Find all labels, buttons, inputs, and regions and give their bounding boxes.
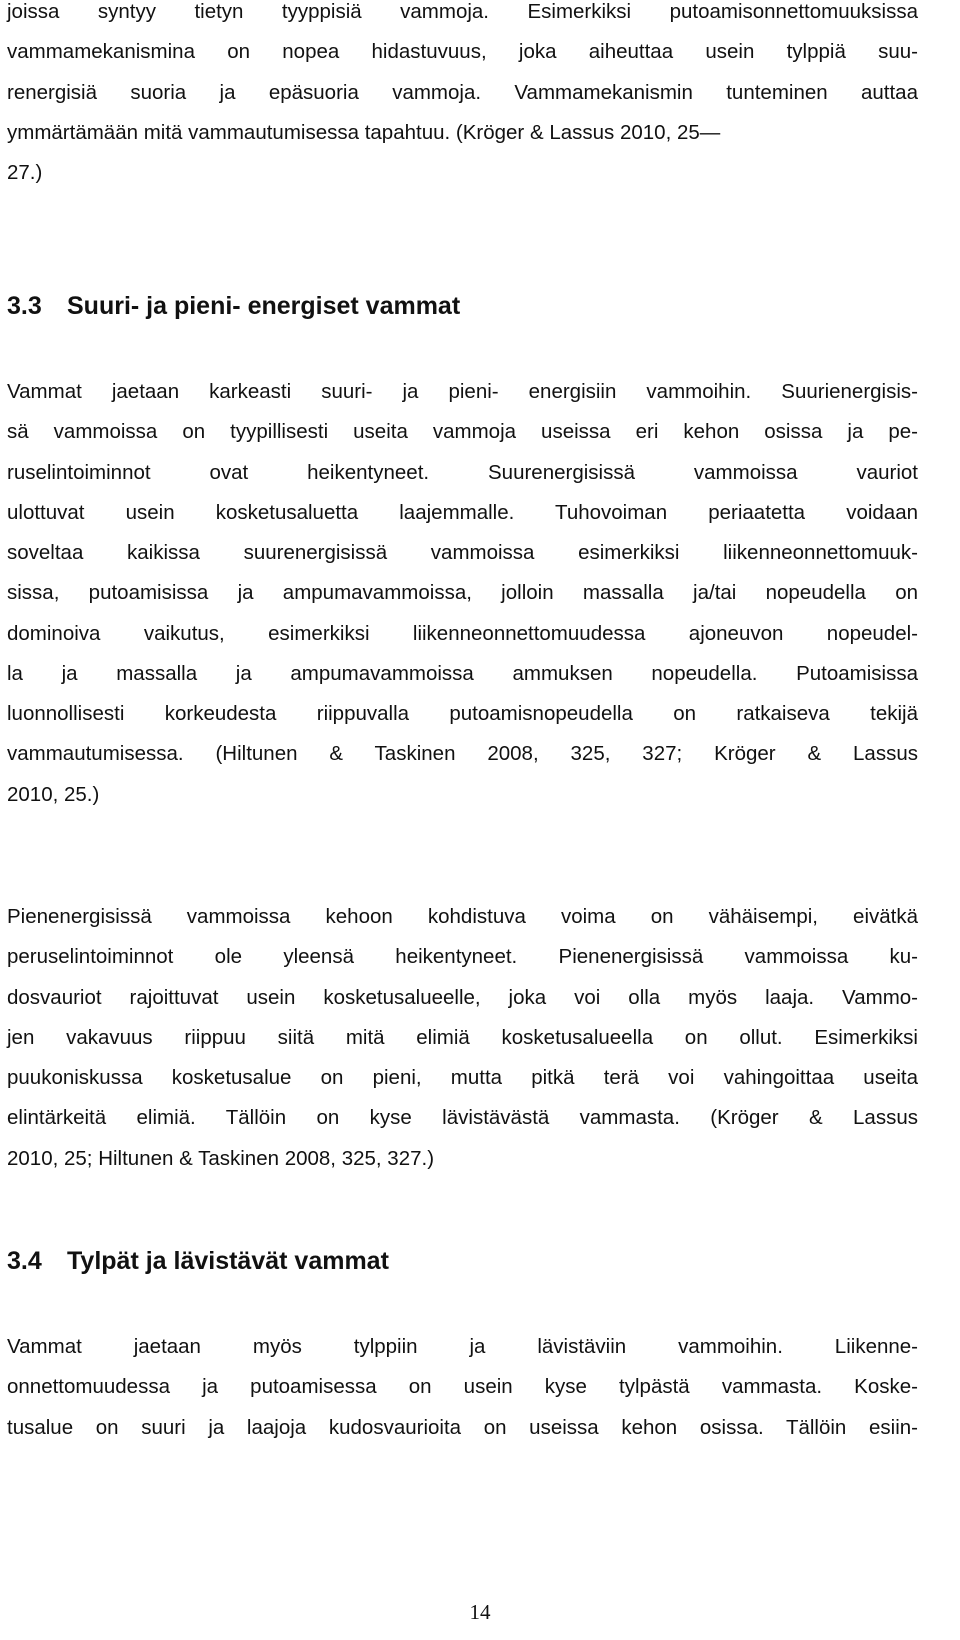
- text-line: la ja massalla ja ampumavammoissa ammuksen nopeudella. Putoamisissa: [7, 661, 918, 685]
- text-line: onnettomuudessa ja putoamisessa on usein kyse tylpästä vammasta. Koske-: [7, 1375, 918, 1399]
- text-line: sissa, putoamisissa ja ampumavammoissa, jolloin massalla ja/tai nopeudella on: [7, 581, 918, 605]
- text-line: dosvauriot rajoittuvat usein kosketusalueelle, joka voi olla myös laaja. Vammo-: [7, 985, 918, 1009]
- text-line: joissa syntyy tietyn tyyppisiä vammoja. Esimerkiksi putoamisonnettomuuksissa: [7, 0, 918, 23]
- text-line: tusalue on suuri ja laajoja kudosvaurioita on useissa kehon osissa. Tällöin esiin-: [7, 1415, 918, 1439]
- text-line: 2010, 25.): [7, 782, 100, 806]
- text-line: Vammat jaetaan myös tylppiin ja lävistäviin vammoihin. Liikenne-: [7, 1335, 918, 1358]
- text-line: vammamekanismina on nopea hidastuvuus, joka aiheuttaa usein tylppiä suu-: [7, 40, 918, 64]
- text-line: ymmärtämään mitä vammautumisessa tapahtuu. (Kröger & Lassus 2010, 25—: [7, 120, 721, 144]
- text-line: ulottuvat usein kosketusaluetta laajemmalle. Tuhovoiman periaatetta voidaan: [7, 500, 918, 524]
- text-line: renergisiä suoria ja epäsuoria vammoja. Vammamekanismin tunteminen auttaa: [7, 80, 918, 104]
- section-title: Tylpät ja lävistävät vammat: [67, 1247, 389, 1275]
- text-line: 2010, 25; Hiltunen & Taskinen 2008, 325, 327.): [7, 1146, 435, 1170]
- text-line: sä vammoissa on tyypillisesti useita vammoja useissa eri kehon osissa ja pe-: [7, 420, 918, 444]
- paragraph-energy-injuries: [7, 372, 918, 815]
- text-line: jen vakavuus riippuu siitä mitä elimiä kosketusalueella on ollut. Esimerkiksi: [7, 1025, 918, 1049]
- text-line: elintärkeitä elimiä. Tällöin on kyse lävistävästä vammasta. (Kröger & Lassus: [7, 1106, 918, 1130]
- paragraph-mechanism-end: [7, 0, 918, 193]
- section-number: 3.3: [7, 292, 42, 320]
- paragraph-blunt-penetrating: [7, 1327, 918, 1448]
- text-line: ruselintoiminnot ovat heikentyneet. Suurenergisissä vammoissa vauriot: [7, 460, 918, 484]
- text-line: dominoiva vaikutus, esimerkiksi liikenneonnettomuudessa ajoneuvon nopeudel-: [7, 621, 918, 645]
- text-line: peruselintoiminnot ole yleensä heikentyneet. Pienenergisissä vammoissa ku-: [7, 945, 918, 969]
- text-line: luonnollisesti korkeudesta riippuvalla putoamisnopeudella on ratkaiseva tekijä: [7, 702, 918, 725]
- section-number: 3.4: [7, 1247, 42, 1275]
- text-line: soveltaa kaikissa suurenergisissä vammoissa esimerkiksi liikenneonnettomuuk-: [7, 541, 918, 564]
- text-line: vammautumisessa. (Hiltunen & Taskinen 2008, 325, 327; Kröger & Lassus: [7, 742, 918, 766]
- section-title: Suuri- ja pieni- energiset vammat: [67, 292, 461, 320]
- section-heading-3-4: [7, 1241, 389, 1281]
- page-number: 14: [469, 1600, 491, 1624]
- section-heading-3-3: [7, 286, 460, 326]
- text-line: Pienenergisissä vammoissa kehoon kohdistuva voima on vähäisempi, eivätkä: [7, 905, 918, 928]
- text-line: Vammat jaetaan karkeasti suuri- ja pieni- energisiin vammoihin. Suurienergisis-: [7, 380, 918, 403]
- paragraph-low-energy: [7, 897, 918, 1179]
- text-line: puukoniskussa kosketusalue on pieni, mutta pitkä terä voi vahingoittaa useita: [7, 1066, 918, 1089]
- text-line: 27.): [7, 161, 43, 184]
